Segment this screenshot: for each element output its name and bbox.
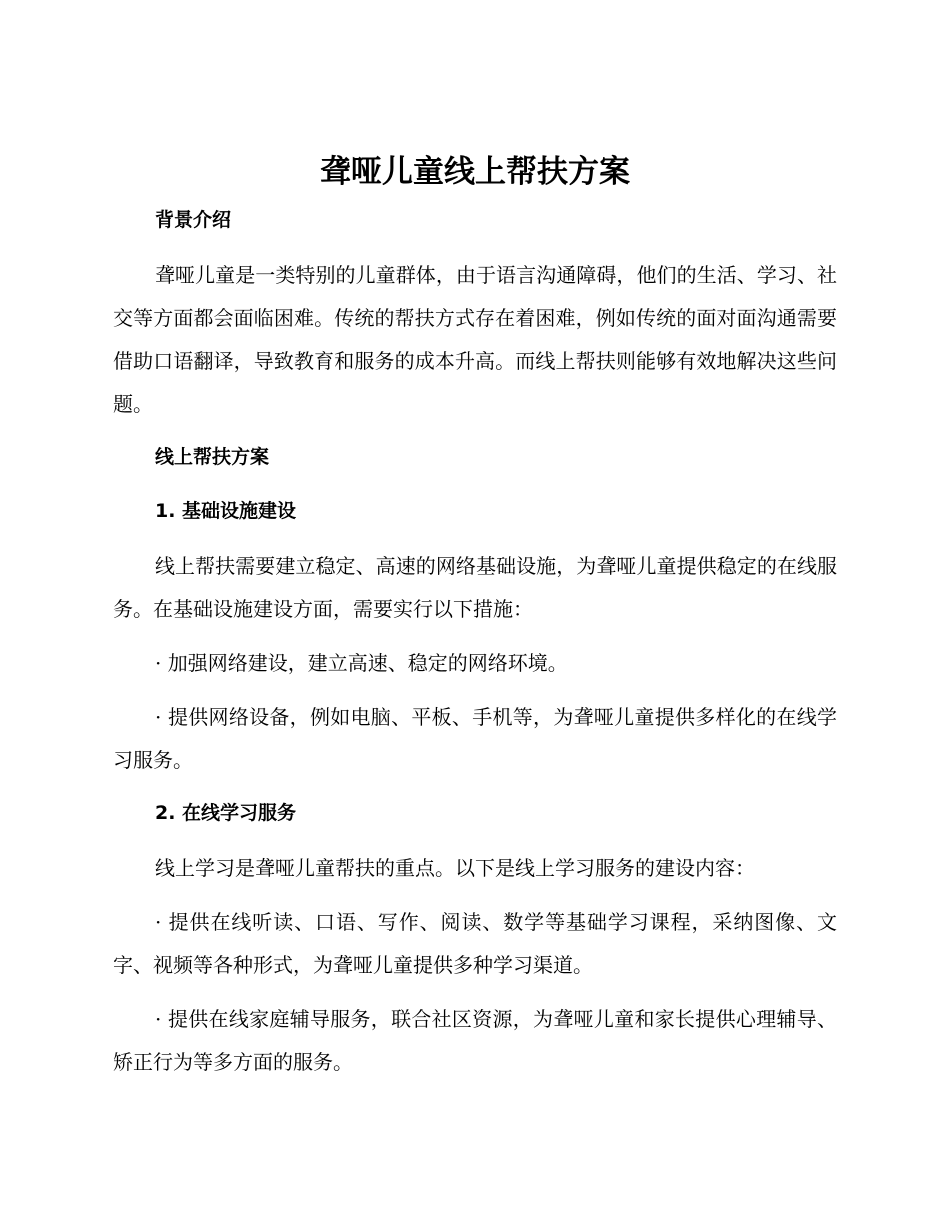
section-heading-online-plan: 线上帮扶方案 bbox=[155, 446, 270, 468]
subsection-heading-online-learning: 2. 在线学习服务 bbox=[155, 802, 297, 824]
bullet-family-tutoring: · 提供在线家庭辅导服务，联合社区资源，为聋哑儿童和家长提供心理辅导、矫正行为等多方面的服务。 bbox=[113, 1007, 837, 1074]
subsection-heading-infrastructure: 1. 基础设施建设 bbox=[155, 500, 297, 522]
section-heading-background: 背景介绍 bbox=[155, 209, 232, 231]
paragraph-infrastructure: 线上帮扶需要建立稳定、高速的网络基础设施，为聋哑儿童提供稳定的在线服务。在基础设施建设方面，需要实行以下措施： bbox=[113, 554, 837, 621]
paragraph-background: 聋哑儿童是一类特别的儿童群体，由于语言沟通障碍，他们的生活、学习、社交等方面都会面临困难。传统的帮扶方式存在着困难，例如传统的面对面沟通需要借助口语翻译，导致教育和服务的成本升高。而线上帮扶则能够有效地解决这些问题。 bbox=[113, 263, 837, 416]
bullet-network-devices: · 提供网络设备，例如电脑、平板、手机等，为聋哑儿童提供多样化的在线学习服务。 bbox=[113, 705, 837, 772]
document-title: 聋哑儿童线上帮扶方案 bbox=[320, 154, 630, 190]
bullet-basic-courses: · 提供在线听读、口语、写作、阅读、数学等基础学习课程，采纳图像、文字、视频等各种形式，为聋哑儿童提供多种学习渠道。 bbox=[113, 910, 837, 977]
document-body bbox=[113, 200, 837, 1095]
paragraph-online-learning: 线上学习是聋哑儿童帮扶的重点。以下是线上学习服务的建设内容： bbox=[155, 856, 755, 880]
bullet-network-build: · 加强网络建设，建立高速、稳定的网络环境。 bbox=[155, 651, 568, 675]
